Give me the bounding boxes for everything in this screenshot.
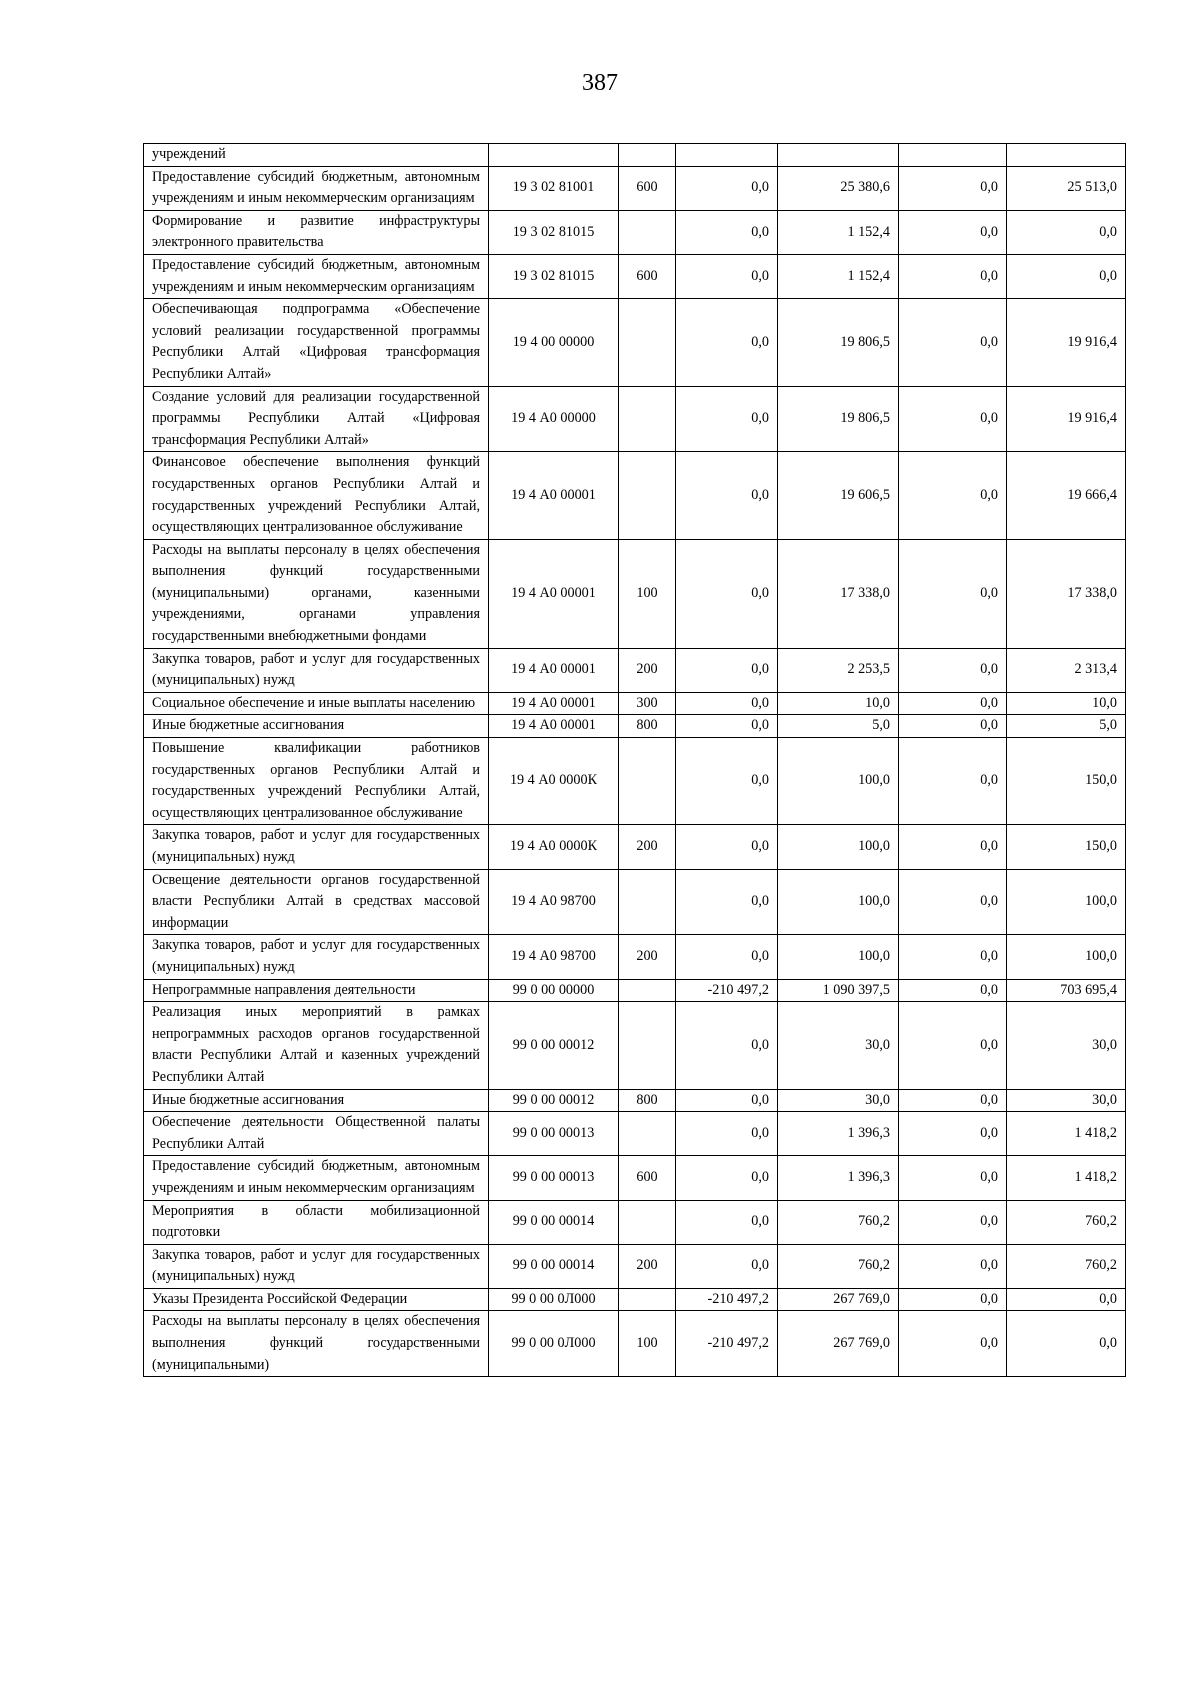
amount-cell-2: 17 338,0: [778, 539, 899, 648]
target-article-code-cell: 99 0 00 00000: [489, 979, 619, 1002]
amount-cell-3: 0,0: [899, 715, 1007, 738]
amount-cell-1: 0,0: [676, 692, 778, 715]
expense-type-code-cell: 200: [619, 825, 676, 869]
table-row: [144, 648, 1126, 692]
amount-cell-4: 703 695,4: [1007, 979, 1126, 1002]
expense-type-code-cell: 100: [619, 1311, 676, 1377]
expense-type-code-cell: 100: [619, 539, 676, 648]
amount-cell-1: 0,0: [676, 935, 778, 979]
amount-cell-4: 19 916,4: [1007, 386, 1126, 452]
table-row: [144, 738, 1126, 825]
amount-cell-4: 19 916,4: [1007, 299, 1126, 386]
amount-cell-3: 0,0: [899, 1002, 1007, 1089]
amount-cell-2: 100,0: [778, 869, 899, 935]
amount-cell-2: 1 396,3: [778, 1156, 899, 1200]
table-row: [144, 1288, 1126, 1311]
target-article-code-cell: 99 0 00 00013: [489, 1156, 619, 1200]
amount-cell-4: 1 418,2: [1007, 1156, 1126, 1200]
amount-cell-4: 30,0: [1007, 1002, 1126, 1089]
amount-cell-1: 0,0: [676, 452, 778, 539]
amount-cell-2: 760,2: [778, 1200, 899, 1244]
expense-name-cell: Предоставление субсидий бюджетным, автономным учреждениям и иным некоммерческим организациям: [144, 166, 489, 210]
table-row: [144, 715, 1126, 738]
target-article-code-cell: 19 4 А0 00001: [489, 692, 619, 715]
expense-name-cell: Формирование и развитие инфраструктуры электронного правительства: [144, 210, 489, 254]
expense-name-cell: Закупка товаров, работ и услуг для государственных (муниципальных) нужд: [144, 825, 489, 869]
amount-cell-3: 0,0: [899, 1112, 1007, 1156]
target-article-code-cell: 19 4 00 00000: [489, 299, 619, 386]
expense-type-code-cell: [619, 386, 676, 452]
amount-cell-3: 0,0: [899, 1311, 1007, 1377]
table-row: [144, 825, 1126, 869]
expense-type-code-cell: [619, 144, 676, 167]
amount-cell-3: 0,0: [899, 299, 1007, 386]
amount-cell-1: 0,0: [676, 1112, 778, 1156]
expense-type-code-cell: 300: [619, 692, 676, 715]
amount-cell-3: 0,0: [899, 1089, 1007, 1112]
amount-cell-2: 100,0: [778, 825, 899, 869]
expense-type-code-cell: [619, 979, 676, 1002]
table-row: [144, 1200, 1126, 1244]
amount-cell-1: [676, 144, 778, 167]
target-article-code-cell: 19 4 А0 98700: [489, 869, 619, 935]
amount-cell-2: 25 380,6: [778, 166, 899, 210]
amount-cell-1: 0,0: [676, 254, 778, 298]
amount-cell-3: 0,0: [899, 1156, 1007, 1200]
expense-type-code-cell: [619, 1288, 676, 1311]
amount-cell-3: 0,0: [899, 648, 1007, 692]
table-row: [144, 210, 1126, 254]
expense-name-cell: Предоставление субсидий бюджетным, автономным учреждениям и иным некоммерческим организациям: [144, 254, 489, 298]
expense-name-cell: Создание условий для реализации государственной программы Республики Алтай «Цифровая трансформация Республики Алтай»: [144, 386, 489, 452]
expense-name-cell: Непрограммные направления деятельности: [144, 979, 489, 1002]
amount-cell-3: 0,0: [899, 452, 1007, 539]
expense-type-code-cell: 600: [619, 1156, 676, 1200]
target-article-code-cell: 19 3 02 81015: [489, 210, 619, 254]
amount-cell-1: 0,0: [676, 210, 778, 254]
target-article-code-cell: 99 0 00 00014: [489, 1200, 619, 1244]
target-article-code-cell: [489, 144, 619, 167]
amount-cell-1: 0,0: [676, 539, 778, 648]
expense-name-cell: Социальное обеспечение и иные выплаты населению: [144, 692, 489, 715]
amount-cell-2: 19 806,5: [778, 299, 899, 386]
amount-cell-4: 100,0: [1007, 935, 1126, 979]
expense-name-cell: Иные бюджетные ассигнования: [144, 715, 489, 738]
table-row: [144, 1244, 1126, 1288]
page-number: 387: [582, 70, 618, 96]
amount-cell-1: -210 497,2: [676, 1311, 778, 1377]
amount-cell-1: 0,0: [676, 648, 778, 692]
table-row: [144, 299, 1126, 386]
amount-cell-1: 0,0: [676, 869, 778, 935]
amount-cell-4: 150,0: [1007, 825, 1126, 869]
expense-type-code-cell: [619, 869, 676, 935]
table-row: [144, 869, 1126, 935]
table-row: [144, 166, 1126, 210]
amount-cell-3: 0,0: [899, 254, 1007, 298]
expense-type-code-cell: [619, 1200, 676, 1244]
amount-cell-1: 0,0: [676, 299, 778, 386]
expense-type-code-cell: 200: [619, 1244, 676, 1288]
amount-cell-2: 1 152,4: [778, 210, 899, 254]
target-article-code-cell: 99 0 00 00012: [489, 1002, 619, 1089]
target-article-code-cell: 19 3 02 81001: [489, 166, 619, 210]
amount-cell-4: [1007, 144, 1126, 167]
amount-cell-1: -210 497,2: [676, 1288, 778, 1311]
table-row: [144, 452, 1126, 539]
table-row: [144, 1112, 1126, 1156]
amount-cell-4: 0,0: [1007, 210, 1126, 254]
table-row: [144, 144, 1126, 167]
amount-cell-2: 5,0: [778, 715, 899, 738]
amount-cell-3: 0,0: [899, 979, 1007, 1002]
target-article-code-cell: 99 0 00 00014: [489, 1244, 619, 1288]
amount-cell-4: 25 513,0: [1007, 166, 1126, 210]
amount-cell-2: 30,0: [778, 1002, 899, 1089]
amount-cell-2: 1 090 397,5: [778, 979, 899, 1002]
amount-cell-3: [899, 144, 1007, 167]
expense-name-cell: Закупка товаров, работ и услуг для государственных (муниципальных) нужд: [144, 1244, 489, 1288]
amount-cell-4: 150,0: [1007, 738, 1126, 825]
expense-type-code-cell: 800: [619, 715, 676, 738]
amount-cell-2: 2 253,5: [778, 648, 899, 692]
expense-name-cell: Указы Президента Российской Федерации: [144, 1288, 489, 1311]
expense-name-cell: Предоставление субсидий бюджетным, автономным учреждениям и иным некоммерческим организациям: [144, 1156, 489, 1200]
expense-name-cell: Финансовое обеспечение выполнения функций государственных органов Республики Алтай и государственных учреждений Республики Алтай, осуществляющих централизованное обслуживание: [144, 452, 489, 539]
amount-cell-3: 0,0: [899, 1288, 1007, 1311]
amount-cell-4: 17 338,0: [1007, 539, 1126, 648]
target-article-code-cell: 99 0 00 00012: [489, 1089, 619, 1112]
target-article-code-cell: 99 0 00 0Л000: [489, 1288, 619, 1311]
amount-cell-1: 0,0: [676, 1089, 778, 1112]
amount-cell-2: 10,0: [778, 692, 899, 715]
expense-name-cell: Реализация иных мероприятий в рамках непрограммных расходов органов государственной власти Республики Алтай и казенных учреждений Республики Алтай: [144, 1002, 489, 1089]
target-article-code-cell: 19 4 А0 0000К: [489, 825, 619, 869]
target-article-code-cell: 19 4 А0 98700: [489, 935, 619, 979]
amount-cell-2: 267 769,0: [778, 1311, 899, 1377]
amount-cell-3: 0,0: [899, 166, 1007, 210]
expense-name-cell: Расходы на выплаты персоналу в целях обеспечения выполнения функций государственными (муниципальными): [144, 1311, 489, 1377]
amount-cell-3: 0,0: [899, 935, 1007, 979]
amount-cell-4: 19 666,4: [1007, 452, 1126, 539]
amount-cell-2: 1 152,4: [778, 254, 899, 298]
amount-cell-4: 10,0: [1007, 692, 1126, 715]
expense-name-cell: Закупка товаров, работ и услуг для государственных (муниципальных) нужд: [144, 648, 489, 692]
amount-cell-3: 0,0: [899, 210, 1007, 254]
target-article-code-cell: 99 0 00 0Л000: [489, 1311, 619, 1377]
expense-type-code-cell: [619, 210, 676, 254]
amount-cell-4: 1 418,2: [1007, 1112, 1126, 1156]
expense-type-code-cell: [619, 452, 676, 539]
amount-cell-2: 30,0: [778, 1089, 899, 1112]
amount-cell-3: 0,0: [899, 825, 1007, 869]
amount-cell-4: 0,0: [1007, 1311, 1126, 1377]
table-row: [144, 254, 1126, 298]
expense-type-code-cell: 800: [619, 1089, 676, 1112]
amount-cell-4: 760,2: [1007, 1200, 1126, 1244]
expense-type-code-cell: [619, 738, 676, 825]
amount-cell-2: 19 606,5: [778, 452, 899, 539]
expense-type-code-cell: [619, 1002, 676, 1089]
amount-cell-1: 0,0: [676, 166, 778, 210]
amount-cell-2: 267 769,0: [778, 1288, 899, 1311]
target-article-code-cell: 19 4 А0 00001: [489, 452, 619, 539]
amount-cell-2: 100,0: [778, 738, 899, 825]
target-article-code-cell: 99 0 00 00013: [489, 1112, 619, 1156]
target-article-code-cell: 19 4 А0 00000: [489, 386, 619, 452]
expense-name-cell: Расходы на выплаты персоналу в целях обеспечения выполнения функций государственными (муниципальными) органами, казенными учреждениями, органами управления государственными внебюджетными фондами: [144, 539, 489, 648]
amount-cell-4: 2 313,4: [1007, 648, 1126, 692]
amount-cell-1: 0,0: [676, 386, 778, 452]
table-row: [144, 1156, 1126, 1200]
amount-cell-3: 0,0: [899, 692, 1007, 715]
amount-cell-3: 0,0: [899, 1244, 1007, 1288]
expense-type-code-cell: 200: [619, 648, 676, 692]
amount-cell-4: 5,0: [1007, 715, 1126, 738]
expense-type-code-cell: [619, 1112, 676, 1156]
amount-cell-3: 0,0: [899, 386, 1007, 452]
amount-cell-1: 0,0: [676, 715, 778, 738]
amount-cell-4: 100,0: [1007, 869, 1126, 935]
expense-name-cell: Обеспечение деятельности Общественной палаты Республики Алтай: [144, 1112, 489, 1156]
expense-name-cell: Обеспечивающая подпрограмма «Обеспечение условий реализации государственной программы Республики Алтай «Цифровая трансформация Республики Алтай»: [144, 299, 489, 386]
expense-name-cell: Мероприятия в области мобилизационной подготовки: [144, 1200, 489, 1244]
target-article-code-cell: 19 3 02 81015: [489, 254, 619, 298]
amount-cell-1: 0,0: [676, 825, 778, 869]
expense-type-code-cell: [619, 299, 676, 386]
amount-cell-4: 760,2: [1007, 1244, 1126, 1288]
amount-cell-2: 1 396,3: [778, 1112, 899, 1156]
expense-name-cell: Освещение деятельности органов государственной власти Республики Алтай в средствах массовой информации: [144, 869, 489, 935]
table-row: [144, 1002, 1126, 1089]
budget-table: [143, 143, 1126, 1377]
amount-cell-2: 19 806,5: [778, 386, 899, 452]
expense-name-cell: Повышение квалификации работников государственных органов Республики Алтай и государственных учреждений Республики Алтай, осуществляющих централизованное обслуживание: [144, 738, 489, 825]
expense-type-code-cell: 600: [619, 254, 676, 298]
table-row: [144, 386, 1126, 452]
target-article-code-cell: 19 4 А0 0000К: [489, 738, 619, 825]
table-row: [144, 935, 1126, 979]
target-article-code-cell: 19 4 А0 00001: [489, 539, 619, 648]
amount-cell-1: 0,0: [676, 1200, 778, 1244]
amount-cell-4: 30,0: [1007, 1089, 1126, 1112]
target-article-code-cell: 19 4 А0 00001: [489, 648, 619, 692]
amount-cell-3: 0,0: [899, 869, 1007, 935]
target-article-code-cell: 19 4 А0 00001: [489, 715, 619, 738]
amount-cell-3: 0,0: [899, 738, 1007, 825]
amount-cell-1: 0,0: [676, 738, 778, 825]
expense-name-cell: Закупка товаров, работ и услуг для государственных (муниципальных) нужд: [144, 935, 489, 979]
amount-cell-1: 0,0: [676, 1002, 778, 1089]
amount-cell-4: 0,0: [1007, 254, 1126, 298]
amount-cell-3: 0,0: [899, 539, 1007, 648]
amount-cell-1: -210 497,2: [676, 979, 778, 1002]
amount-cell-4: 0,0: [1007, 1288, 1126, 1311]
table-row: [144, 539, 1126, 648]
expense-type-code-cell: 200: [619, 935, 676, 979]
expense-name-cell: Иные бюджетные ассигнования: [144, 1089, 489, 1112]
amount-cell-2: [778, 144, 899, 167]
amount-cell-1: 0,0: [676, 1244, 778, 1288]
amount-cell-2: 760,2: [778, 1244, 899, 1288]
table-row: [144, 979, 1126, 1002]
amount-cell-1: 0,0: [676, 1156, 778, 1200]
table-row: [144, 1089, 1126, 1112]
table-row: [144, 692, 1126, 715]
expense-type-code-cell: 600: [619, 166, 676, 210]
amount-cell-3: 0,0: [899, 1200, 1007, 1244]
table-row: [144, 1311, 1126, 1377]
amount-cell-2: 100,0: [778, 935, 899, 979]
expense-name-cell: учреждений: [144, 144, 489, 167]
